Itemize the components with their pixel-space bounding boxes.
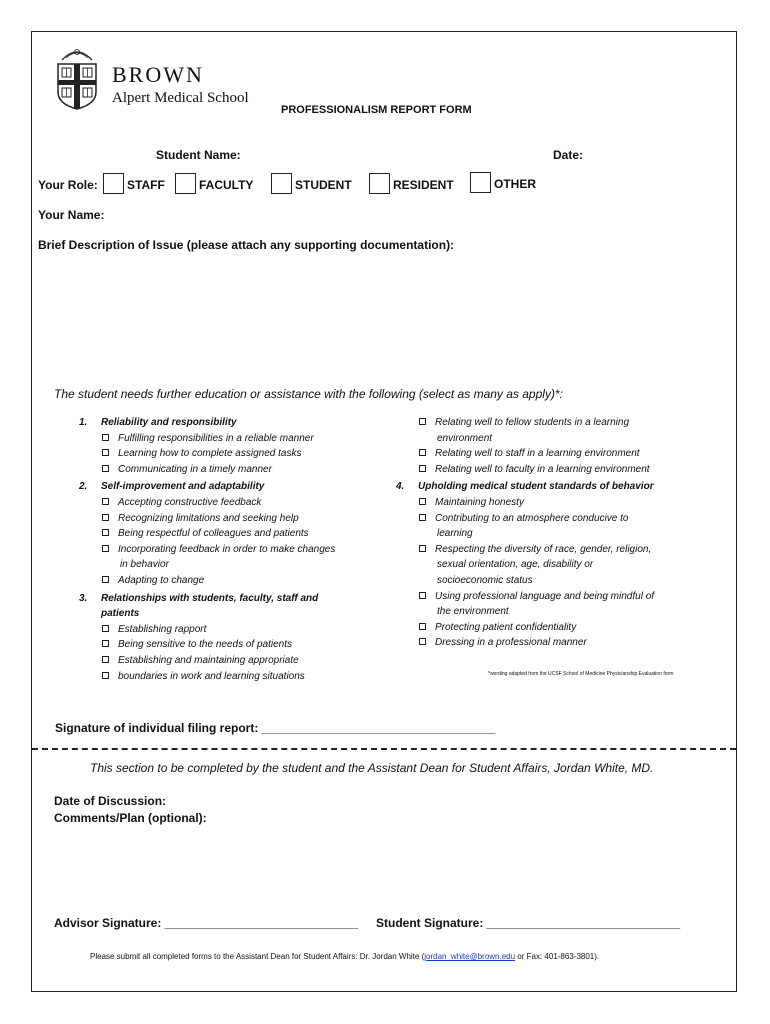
school-name: Alpert Medical School (112, 90, 249, 106)
date-label[interactable]: Date: (553, 148, 584, 162)
checklist-item[interactable]: Learning how to complete assigned tasks (79, 446, 389, 462)
checkbox-icon[interactable] (102, 672, 109, 679)
category-title: Relationships with students, faculty, staff and (101, 592, 319, 604)
your-role-label: Your Role: (38, 178, 98, 192)
checklist-item[interactable]: Contributing to an atmosphere conducive to (396, 511, 731, 527)
role-resident-label: RESIDENT (393, 178, 454, 192)
bottom-section-intro: This section to be completed by the student and the Assistant Dean for Student Affairs, Jordan White, MD. (90, 761, 654, 775)
role-staff-label: STAFF (127, 178, 165, 192)
checklist-item[interactable]: Respecting the diversity of race, gender, religion, (396, 542, 731, 558)
checklist-item[interactable]: Relating well to faculty in a learning environment (396, 462, 731, 478)
form-page (31, 31, 737, 992)
checklist-item[interactable]: Maintaining honesty (396, 495, 731, 511)
footnote: *wording adapted from the UCSF School of Medicine Physicianship Evaluation form (488, 671, 674, 677)
checkbox-icon[interactable] (102, 449, 109, 456)
date-of-discussion-label[interactable]: Date of Discussion: (54, 794, 167, 808)
checklist-item[interactable]: Being respectful of colleagues and patients (79, 526, 389, 542)
student-signature-line[interactable]: Student Signature: _____________________________ (376, 916, 681, 930)
category-number: 4. (396, 481, 405, 493)
category-number: 2. (79, 481, 88, 493)
comments-plan-label[interactable]: Comments/Plan (optional): (54, 811, 207, 825)
checklist-item-continuation: the environment (437, 606, 509, 618)
checklist-item[interactable]: Dressing in a professional manner (396, 635, 731, 651)
role-other-checkbox[interactable] (470, 172, 491, 193)
role-faculty-label: FACULTY (199, 178, 254, 192)
checklist-item[interactable]: boundaries in work and learning situations (79, 669, 389, 685)
your-name-label[interactable]: Your Name: (38, 208, 105, 222)
checkbox-icon[interactable] (102, 434, 109, 441)
checkbox-icon[interactable] (419, 465, 426, 472)
form-title: PROFESSIONALISM REPORT FORM (281, 104, 472, 116)
checklist-item[interactable]: Establishing rapport (79, 622, 389, 638)
student-name-label[interactable]: Student Name: (156, 148, 241, 162)
advisor-signature-line[interactable]: Advisor Signature: _____________________________ (54, 916, 359, 930)
category-title-continuation: patients (101, 608, 140, 620)
checkbox-icon[interactable] (419, 449, 426, 456)
checklist-item[interactable]: Protecting patient confidentiality (396, 620, 731, 636)
role-faculty-checkbox[interactable] (175, 173, 196, 194)
checkbox-icon[interactable] (102, 529, 109, 536)
checklist-item[interactable]: Communicating in a timely manner (79, 462, 389, 478)
role-other-label: OTHER (494, 177, 536, 191)
right-column (396, 415, 731, 651)
checkbox-icon[interactable] (102, 576, 109, 583)
checklist-item[interactable]: Incorporating feedback in order to make changes (79, 542, 389, 558)
checklist-item[interactable]: Relating well to staff in a learning environment (396, 446, 731, 462)
checklist-item-continuation: environment (437, 432, 493, 444)
filing-signature-line[interactable]: Signature of individual filing report: ___________________________________ (55, 721, 496, 735)
role-staff-checkbox[interactable] (103, 173, 124, 194)
checklist-item[interactable]: Relating well to fellow students in a learning (396, 415, 731, 431)
category-title: Self-improvement and adaptability (101, 481, 265, 493)
checkbox-icon[interactable] (102, 514, 109, 521)
checkbox-icon[interactable] (419, 418, 426, 425)
checklist-item[interactable]: Accepting constructive feedback (79, 495, 389, 511)
submission-note: Please submit all completed forms to the Assistant Dean for Student Affairs: Dr. Jordan White (jordan_white@brown.edu or Fax: 401-863-3801). (90, 952, 600, 961)
checklist-item-continuation: socioeconomic status (437, 574, 533, 586)
category-title: Upholding medical student standards of behavior (418, 481, 654, 493)
checklist-item[interactable]: Fulfilling responsibilities in a reliable manner (79, 431, 389, 447)
checkbox-icon[interactable] (419, 545, 426, 552)
checkbox-icon[interactable] (102, 498, 109, 505)
checklist-item-continuation: in behavior (120, 559, 169, 571)
category-title: Reliability and responsibility (101, 417, 237, 428)
category-number: 1. (79, 417, 88, 428)
checkbox-icon[interactable] (102, 640, 109, 647)
email-link[interactable]: jordan_white@brown.edu (424, 952, 516, 961)
checkbox-icon[interactable] (102, 625, 109, 632)
description-label[interactable]: Brief Description of Issue (please attach any supporting documentation): (38, 238, 455, 252)
role-resident-checkbox[interactable] (369, 173, 390, 194)
checklist-item[interactable]: Being sensitive to the needs of patients (79, 637, 389, 653)
checklist-item-continuation: sexual orientation, age, disability or (437, 559, 594, 571)
checkbox-icon[interactable] (102, 465, 109, 472)
checklist-item-continuation: learning (437, 528, 473, 540)
checkbox-icon[interactable] (419, 592, 426, 599)
category-number: 3. (79, 592, 88, 604)
checkbox-icon[interactable] (102, 656, 109, 663)
brand-name: BROWN (112, 62, 204, 87)
section-intro: The student needs further education or assistance with the following (select as many as apply)*: (54, 387, 563, 401)
role-student-label: STUDENT (295, 178, 352, 192)
checklist-item[interactable]: Establishing and maintaining appropriate (79, 653, 389, 669)
checkbox-icon[interactable] (419, 498, 426, 505)
checklist-item[interactable]: Adapting to change (79, 573, 389, 589)
checkbox-icon[interactable] (419, 638, 426, 645)
left-column (79, 415, 389, 684)
checklist-item[interactable]: Recognizing limitations and seeking help (79, 511, 389, 527)
cut-divider (32, 748, 736, 750)
role-student-checkbox[interactable] (271, 173, 292, 194)
checkbox-icon[interactable] (419, 623, 426, 630)
checkbox-icon[interactable] (419, 514, 426, 521)
brown-crest-logo (54, 42, 100, 110)
checklist-item[interactable]: Using professional language and being mindful of (396, 589, 731, 605)
checkbox-icon[interactable] (102, 545, 109, 552)
